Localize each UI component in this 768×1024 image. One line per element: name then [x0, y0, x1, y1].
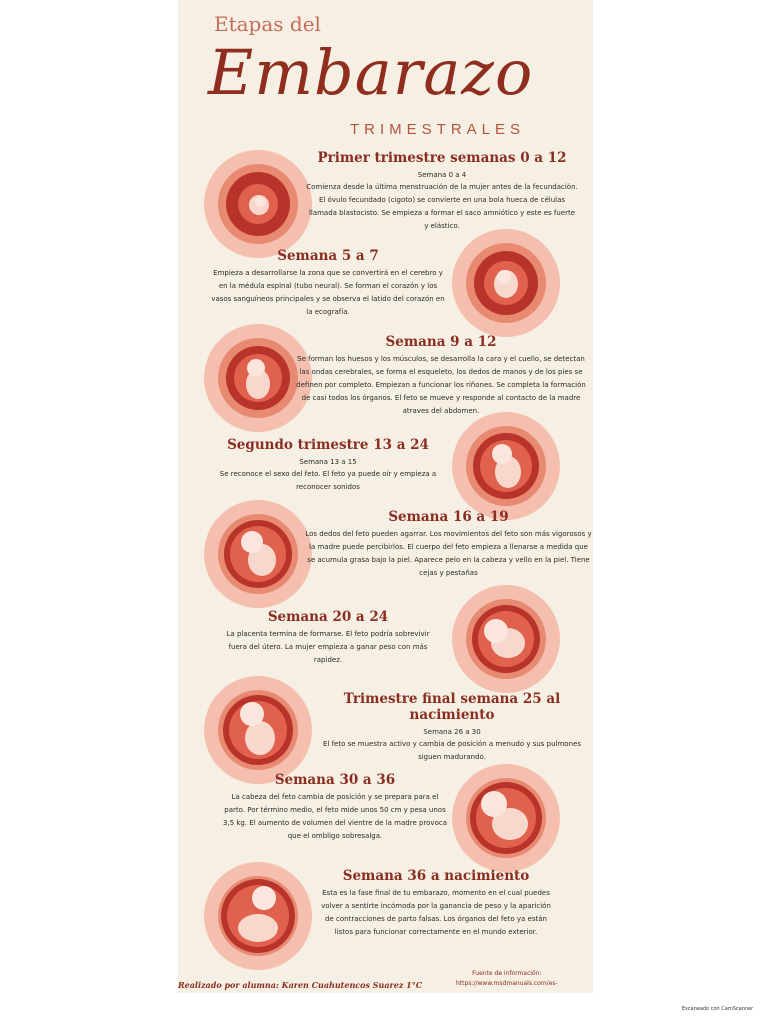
section-subtitle: Semana 26 a 30	[423, 728, 481, 736]
source-label: Fuente de información:	[472, 970, 542, 977]
section-subtitle: Semana 0 a 4	[417, 171, 467, 179]
section-text: Se forman los huesos y los músculos, se desarrolla la cara y el cuello, se detectan las ondas cerebrales, se forma el esqueleto, los dedos de manos y de los pies se definen por completo. Empiezan a funcionar los riñones. Se completa la formación de casi todos los órganos. El feto se mueve y responde al contacto de la madre atraves del abdomen.	[296, 355, 586, 415]
small-title: Etapas del	[214, 12, 321, 36]
fetus-illustration-5	[204, 500, 312, 608]
section-5	[304, 509, 593, 580]
embryo-illustration-1	[204, 150, 312, 258]
author-credit: Realizado por alumna: Karen Cuahutencos Suarez 1°C	[178, 980, 423, 990]
section-text: El feto se muestra activo y cambia de posición a menudo y sus pulmones siguen madurando.	[323, 740, 581, 761]
section-text: La cabeza del feto cambia de posición y se prepara para el parto. Por término medio, el feto mide unos 50 cm y pesa unos 3,5 kg. El aumento de volumen del vientre de la madre provoca que el ombligo sobresalga.	[222, 793, 447, 840]
section-7	[314, 691, 590, 764]
infographic-poster	[178, 0, 593, 993]
source-info	[456, 969, 558, 989]
section-title: Semana 9 a 12	[385, 334, 497, 350]
section-subtitle: Semana 13 a 15	[299, 458, 357, 466]
section-title: Semana 36 a nacimiento	[342, 868, 530, 884]
section-6	[218, 609, 438, 667]
section-text: Comienza desde la última menstruación de la mujer antes de la fecundación. El óvulo fecundado (cigoto) se convierte en una bola hueca de células llamada blastocisto. Se empieza a formar el saco amniótico y este es fuerte y elástico.	[306, 183, 578, 230]
fetus-illustration-7	[204, 676, 312, 784]
fetus-illustration-8	[452, 764, 560, 872]
section-title: Semana 20 a 24	[267, 609, 389, 625]
section-8	[222, 772, 448, 843]
section-text: Los dedos del feto pueden agarrar. Los movimientos del feto son más vigorosos y la madre puede percibirlos. El cuerpo del feto empieza a llenarse a medida que se acumula grasa bajo la piel. Aparece pelo en la cabeza y vello en la piel. Tiene cejas y pestañas	[305, 530, 592, 577]
section-4	[208, 437, 448, 494]
section-title: Semana 5 a 7	[277, 248, 379, 264]
section-title: Trimestre final semana 25 al nacimiento	[343, 691, 561, 723]
scanner-watermark: Escaneado con CamScanner	[682, 1006, 754, 1012]
embryo-illustration-2	[452, 229, 560, 337]
section-9	[318, 868, 554, 939]
section-title: Semana 16 a 19	[388, 509, 509, 525]
section-text: Empieza a desarrollarse la zona que se convertirá en el cerebro y en la médula espinal (tubo neural). Se forman el corazón y los vasos sanguíneos principales y se observa el latido del corazón en la ecografía.	[211, 269, 445, 316]
fetus-illustration-6	[452, 585, 560, 693]
fetus-illustration-4	[452, 412, 560, 520]
section-3	[294, 334, 588, 418]
section-title: Semana 30 a 36	[274, 772, 396, 788]
source-url[interactable]: https://www.msdmanuals.com/es-	[456, 980, 558, 987]
fetus-illustration-9	[204, 862, 312, 970]
section-text: Se reconoce el sexo del feto. El feto ya puede oír y empieza a reconocer sonidos	[219, 470, 437, 491]
section-title: Primer trimestre semanas 0 a 12	[317, 150, 567, 166]
section-text: La placenta termina de formarse. El feto podría sobrevivir fuera del útero. La mujer empieza a ganar peso con más rapidez.	[226, 630, 430, 664]
section-text: Esta es la fase final de tu embarazo, momento en el cual puedes volver a sentirte incómoda por la ganancia de peso y la aparición de contracciones de parto falsas. Los órganos del feto ya están listos para funcionar correctamente en el mundo exterior.	[321, 889, 551, 936]
main-title: Embarazo	[208, 36, 534, 109]
subtitle: TRIMESTRALES	[350, 121, 526, 138]
section-2	[208, 248, 448, 319]
section-1	[306, 150, 578, 233]
section-title: Segundo trimestre 13 a 24	[227, 437, 429, 453]
